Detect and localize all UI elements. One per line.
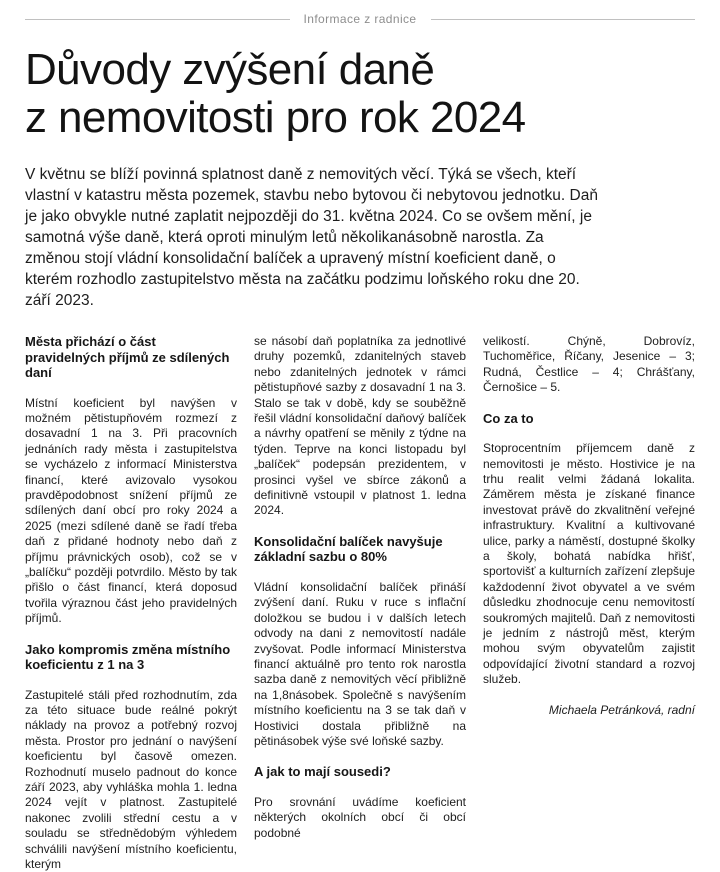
- column-2: [254, 334, 466, 872]
- column-3: [483, 334, 695, 872]
- rubric-rule-right: [431, 19, 696, 20]
- section-heading: A jak to mají sousedi?: [254, 764, 391, 780]
- rubric-label: Informace z radnice: [303, 12, 417, 26]
- section-heading: Jako kompromis změna místního koeficientu z 1 na 3: [25, 641, 231, 673]
- column-1: [25, 334, 237, 872]
- article-title: [25, 46, 695, 142]
- paragraph: velikostí. Chýně, Dobrovíz, Tuchoměřice, Říčany, Jesenice – 3; Rudná, Čestlice – 4; Chrášťany, Černošice – 5.: [483, 334, 695, 395]
- paragraph: Vládní konsolidační balíček přináší zvýšení daní. Ruku v ruce s inflační doložkou se budou i v dalších letech odvody na dani z nemovitostí nadále zvyšovat. Podle informací Ministerstva financí aktuálně pro tento rok narostla sazba daně z nemovitých věcí přibližně na 1,8násobek. Společně s navýšením místního koeficientu na 3 se tak daň v Hostivici dostala přibližně na pětinásobek výše své loňské sazby.: [254, 579, 466, 748]
- rubric-header: [25, 11, 695, 27]
- section-heading: Konsolidační balíček navyšuje základní sazbu o 80%: [254, 533, 443, 565]
- rubric-rule-left: [25, 19, 290, 20]
- paragraph: Zastupitelé stáli před rozhodnutím, zda za této situace bude reálné pokrýt náklady na provoz a potřebný rozvoj města. Prostor pro jednání o navýšení koeficientu byl časově omezen. Rozhodnutí muselo padnout do konce září 2023, aby vyhláška mohla 1. ledna 2024 vejít v platnost. Zastupitelé nakonec zvolili střední cestu a v souladu se střednědobým výhledem schválili navýšení místního koeficientu, kterým: [25, 687, 237, 872]
- paragraph: Stoprocentním příjemcem daně z nemovitosti je město. Hostivice je na trhu realit velmi žádaná lokalita. Záměrem města je získané finance investovat právě do zkvalitnění veřejné infrastruktury. Kvalitní a kultivované ulice, parky a náměstí, dostupné školky a školy, bohatá nabídka hřišť, sportovišť a kulturních zařízení zlepšuje každodenní život obyvatel a ve svém důsledku zhodnocuje cenu nemovitostí soukromých majitelů. Daň z nemovitosti je jedním z nástrojů měst, kterým mohou svým obyvatelům zajistit odpovídající životní standard a rozvoj služeb.: [483, 441, 695, 687]
- section-heading: Co za to: [483, 410, 534, 426]
- paragraph: se násobí daň poplatníka za jednotlivé druhy pozemků, zdanitelných staveb nebo zdanitelných jednotek v rámci pětistupňové sazby z dosavadní 1 na 3. Stalo se tak v době, kdy se souběžně řešil vládní konsolidační daňový balíček a návrhy opatření se měnily z týdne na týden. Teprve na konci listopadu byl „balíček“ podepsán prezidentem, v prosinci vyšel ve sbírce zákonů a definitivně vstoupil v platnost 1. ledna 2024.: [254, 334, 466, 518]
- section-heading: Města přichází o část pravidelných příjmů ze sdílených daní: [25, 334, 230, 380]
- author-byline: Michaela Petránková, radní: [548, 702, 695, 717]
- paragraph: Pro srovnání uvádíme koeficient některých okolních obcí či obcí podobné: [254, 794, 466, 840]
- article-title-line2: z nemovitosti pro rok 2024: [25, 93, 526, 142]
- article-columns: [25, 334, 695, 872]
- paragraph: Místní koeficient byl navýšen v možném pětistupňovém rozmezí z dosavadní 1 na 3. Při pracovních jednáních rady města i zastupitelstva se vycházelo z informací Ministerstva financí, které avizovalo vysokou pravděpodobnost snížení příjmů ze sdílených daní obcí pro roky 2024 a 2025 (mezi sdílené daně se řadí třeba daň z přidané hodnoty nebo daň z příjmu právnických osob), což se v „balíčku“ později potvrdilo. Město by tak přišlo o část financí, která doposud tvořila výraznou část jeho pravidelných příjmů.: [25, 395, 237, 626]
- article-title-line1: Důvody zvýšení daně: [25, 45, 435, 94]
- article-intro: V květnu se blíží povinná splatnost daně z nemovitých věcí. Týká se všech, kteří vlastní v katastru města pozemek, stavbu nebo bytovou či nebytovou jednotku. Daň je jako obvykle nutné zaplatit nejpozději do 31. května 2024. Co se ovšem mění, je samotná výše daně, která oproti minulým letů několikanásobně narostla. Za změnou stojí vládní konsolidační balíček a upravený místní koeficient daně, o kterém rozhodlo zastupitelstvo města na začátku podzimu loňského roku dne 20. září 2023.: [25, 166, 598, 309]
